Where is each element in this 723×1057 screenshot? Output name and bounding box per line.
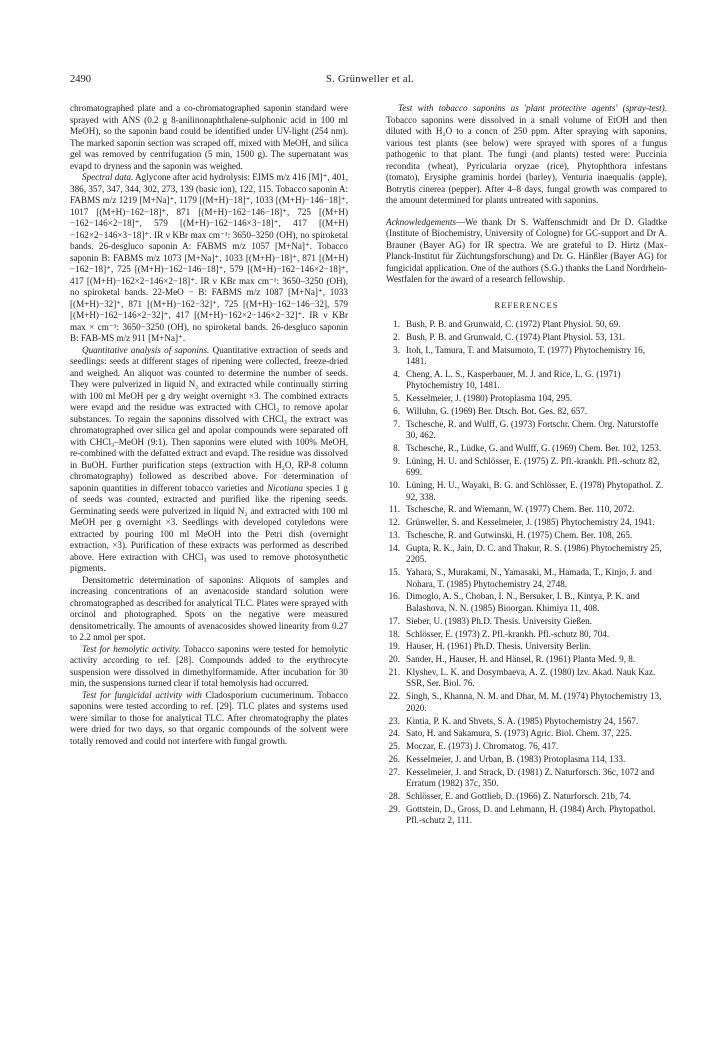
reference-text: Sander, H., Hauser, H. and Hänsel, R. (1961) Planta Med. 9, 8. (406, 654, 636, 665)
quantitative-analysis-text-cont: species 1 g of seeds was counted, extracted and purified like the ripening seeds. Germinating seeds were pulverized in liquid N₂ and extracted with 100 ml MeOH per g overnight ×3. Seedlings with developed cotyledons were extracted by pouring 100 ml MeOH into the Petri dish (overnight extraction, ×3). Purification of these extracts was performed as described above. Here extraction with CHCl₃ was used to remove photosynthetic pigments. (70, 482, 348, 573)
paragraph-spectral-data (70, 172, 348, 345)
reference-text: Kesselmeier, J. (1980) Protoplasma 104, 295. (406, 393, 573, 404)
reference-item (386, 345, 667, 368)
reference-text: Hauser, H. (1961) Ph.D. Thesis. University Berlin. (406, 641, 591, 652)
reference-item (386, 667, 667, 690)
reference-number: 21. (388, 666, 400, 677)
reference-item (386, 629, 667, 641)
reference-item (386, 616, 667, 628)
reference-list (386, 319, 667, 827)
reference-number: 22. (388, 691, 400, 702)
fungicidal-organism: Cladosporium cucumerinum. (201, 689, 314, 700)
reference-text: Willuhn, G. (1969) Ber. Dtsch. Bot. Ges. 82, 657. (406, 405, 588, 416)
reference-number: 27. (388, 766, 400, 777)
quantitative-analysis-title: Quantitative analysis of saponins. (82, 344, 210, 355)
reference-item (386, 369, 667, 392)
reference-text: Bush, P. B. and Grunwald, C. (1974) Plant Physiol. 53, 131. (406, 331, 626, 342)
spray-test-text: Tobacco saponins were dissolved in a small volume of EtOH and then diluted with H₂O to a concn of 250 ppm. After spraying with saponins, various test plants (see below) were sprayed with spores of a fungus pathogenic to that plant. The fungi (and plants) tested were: Puccinia recondita (wheat), Pyricularia oryzae (rice), Phytophthora infestans (tomato), Erysiphe graminis hordei (barley), Venturia inaequalis (apple), Botrytis cinerea (pepper). After 4–8 days, fungal growth was compared to the amount determined for plants untreated with saponins. (386, 114, 667, 205)
paragraph-hemolytic (70, 644, 348, 690)
page-header (70, 74, 670, 90)
reference-number: 24. (388, 728, 400, 739)
reference-number: 13. (388, 530, 400, 541)
reference-number: 29. (388, 803, 400, 814)
reference-item (386, 754, 667, 766)
fungicidal-title: Test for fungicidal activity with (82, 689, 202, 700)
reference-item (386, 419, 667, 442)
reference-item (386, 543, 667, 566)
reference-text: Cheng, A. L. S., Kasperbauer, M. J. and Rice, L. G. (1971) Phytochemistry 10, 1481. (406, 368, 621, 391)
reference-item (386, 641, 667, 653)
reference-text: Lüning, H. U. and Schlösser, E. (1975) Z. Pfl.-krankh. Pfl.-schutz 82, 699. (406, 455, 660, 478)
paragraph-densitometric: Densitometric determination of saponins: Aliquots of samples and increasing concentrations of an avenacoside standard solution were chromatographed as described for analytical TLC. Plates were sprayed with orcinol and photographed. Spots on the negative were measured densitometrically. The amounts of avenacosides showed linearity from 0.27 to 2.2 nmol per spot. (70, 574, 348, 642)
quantitative-analysis-text: Quantitative extraction of seeds and seedlings: seeds at different stages of ripening were collected, freeze-dried and weighed. An aliquot was counted to determine the number of seeds. They were pulverized in liquid N₂ and extracted while continually stirring with 100 ml MeOH per g dry weight overnight ×3. The combined extracts were evapd and the residue was extracted with CHCl₃ to remove apolar substances. To regain the saponins dissolved with CHCl₃ the extract was chromatographed over silica gel and apolar compounds were separated off with CHCl₃–MeOH (9:1). Then saponins were eluted with 100% MeOH, re-combined with the defatted extract and evapd. The residue was dissolved in BuOH. Further purification steps (extraction with H₂O, RP-8 column chromatography) followed as described above. For determination of saponin quantities in different tobacco varieties and (70, 344, 348, 493)
reference-text: Sieber, U. (1983) Ph.D. Thesis. University Gießen. (406, 615, 592, 626)
spray-test-title: Test with tobacco saponins as 'plant protective agents' (spray-test). (398, 103, 667, 113)
reference-item (386, 443, 667, 455)
reference-number: 14. (388, 542, 400, 553)
reference-text: Gottstein, D., Gross, D. and Lehmann, H. (1984) Arch. Phytopathol. Pfl.-schutz 2, 111. (406, 803, 656, 826)
hemolytic-text: Tobacco saponins were tested for hemolytic activity according to ref. [28]. Compounds added to the erythrocyte suspension were dissolved in dimethylformamide. After incubation for 30 min, the suspensions turned clear if total hemolysis had occurred. (70, 643, 348, 688)
reference-number: 23. (388, 715, 400, 726)
reference-number: 2. (393, 331, 400, 342)
paragraph-tlc-continued: chromatographed plate and a co-chromatographed saponin standard were sprayed with ANS (0.2 g 8-anilinonaphthalene-sulphonic acid in 100 ml MeOH), so the saponin band could be identified under UV-light (254 nm). The marked saponin section was scraped off, mixed with MeOH, and silica gel was removed by centrifugation (5 min, 1500 g). The supernatant was evapd to dryness and the saponin was weighed. (70, 103, 348, 171)
reference-item (386, 406, 667, 418)
reference-number: 20. (388, 654, 400, 665)
fungicidal-text: Tobacco saponins were tested according to ref. [29]. TLC plates and systems used were similar to those for analytical TLC. After chromatography the plates were dried for two days, so that organic compounds of the solvent were totally removed and could not interfere with fungal growth. (70, 689, 348, 746)
reference-text: Dimoglo, A. S., Choban, I. N., Bersuker, I. B., Kintya, P. K. and Balashova, N. N. (1985) Bioorgan. Khimiya 11, 408. (406, 591, 640, 613)
reference-item (386, 691, 667, 714)
reference-number: 9. (393, 455, 400, 466)
reference-number: 5. (393, 393, 400, 404)
spectral-data-text: Aglycone after acid hydrolysis: EIMS m/z 416 [M]⁺, 401, 386, 357, 347, 344, 302, 273, 139 (basic ion), 122, 115. Tobacco saponin A: FABMS m/z 1219 [M+Na]⁺, 1179 [(M+H)−18]⁺, 1033 [(M+H)−146−18]⁺, 1017 [(M+H)−162−18]⁺, 871 [(M+H)−162−146−18]⁺, 725 [(M+H)−162−146×2−18]⁺, 579 [(M+H)−162−146×3−18]⁺, 417 [(M+H)−162×2−146×3−18]⁺. IR ν KBr max cm⁻¹: 3650–3250 (OH), no spiroketal bands. 26-desgluco saponin A: FABMS m/z 1057 [M+Na]⁺. Tobacco saponin B: FABMS m/z 1073 [M+Na]⁺, 1033 [(M+H)−18]⁺, 871 [(M+H)−162−18]⁺, 725 [(M+H)−162−146−18]⁺, 579 [(M+H)−162−146×2−18]⁺, 417 [(M+H)−162×2−146×2−18]⁺. IR ν KBr max cm⁻¹: 3650–3250 (OH), no spiroketal bands. 22-MeO − B: FABMS m/z 1087 [M+Na]⁺, 1033 [(M+H)−32]⁺, 871 [(M+H)−162−32]⁺, 725 [(M+H)−162−146−32], 579 [(M+H)−162−146×2−32]⁺, 417 [(M+H)−162×2−146×2−32]⁺. IR ν KBr max × cm⁻¹: 3650−3250 (OH), no spiroketal bands. 26-desgluco saponin B: FAB-MS m/z 911 [M+Na]⁺. (70, 172, 348, 343)
reference-item (386, 517, 667, 529)
reference-item (386, 741, 667, 753)
reference-number: 6. (393, 405, 400, 416)
reference-text: Tschesche, R. and Wiemann, W. (1977) Chem. Ber. 110, 2072. (406, 504, 635, 515)
reference-number: 7. (393, 418, 400, 429)
reference-number: 19. (388, 641, 400, 652)
reference-text: Klyshev, L. K. and Dosymbaeva, A. Z. (1980) Izv. Akad. Nauk Kaz. SSR, Ser. Biol. 76. (406, 666, 656, 689)
reference-item (386, 728, 667, 740)
reference-item (386, 767, 667, 790)
paragraph-fungicidal (70, 690, 348, 748)
reference-number: 10. (388, 480, 400, 491)
right-column (386, 103, 667, 828)
reference-number: 28. (388, 791, 400, 802)
reference-number: 1. (393, 319, 400, 329)
left-column (70, 103, 348, 747)
reference-text: Kesselmeier, J. and Strack, D. (1981) Z. Naturforsch. 36c, 1072 and Erratum (1982) 37c, 350. (406, 766, 655, 789)
reference-text: Schlösser, E. (1973) Z. Pfl.-krankh. Pfl.-schutz 80, 704. (406, 628, 610, 639)
reference-item (386, 393, 667, 405)
reference-text: Schlösser, E. and Gottlieb, D. (1966) Z. Naturforsch. 21b, 74. (406, 791, 631, 802)
reference-item (386, 530, 667, 542)
reference-text: Tschesche, R., Lüdke, G. and Wulff, G. (1969) Chem. Ber. 102, 1253. (406, 443, 662, 454)
spectral-data-title: Spectral data. (82, 172, 134, 182)
reference-text: Grünweller, S. and Kesselmeier, J. (1985) Phytochemistry 24, 1941. (406, 517, 655, 528)
reference-item (386, 591, 667, 614)
acknowledgements-title: Acknowledgements (386, 216, 456, 227)
reference-item (386, 504, 667, 516)
reference-number: 16. (388, 591, 400, 602)
reference-number: 17. (388, 615, 400, 626)
reference-item (386, 567, 667, 590)
page-number: 2490 (70, 74, 91, 85)
reference-number: 4. (393, 368, 400, 379)
reference-item (386, 456, 667, 479)
reference-text: Singh, S., Khanna, N. M. and Dhar, M. M. (1974) Phytochemistry 13, 2020. (406, 691, 662, 713)
reference-number: 12. (388, 517, 400, 528)
reference-text: Kesselmeier, J. and Urban, B. (1983) Protoplasma 114, 133. (406, 753, 626, 764)
reference-number: 26. (388, 753, 400, 764)
reference-item (386, 319, 667, 331)
hemolytic-title: Test for hemolytic activity. (82, 643, 181, 654)
reference-item (386, 791, 667, 803)
reference-text: Sato, H. and Sakamura, S. (1973) Agric. Biol. Chem. 37, 225. (406, 728, 632, 739)
reference-item (386, 332, 667, 344)
reference-text: Gupta, R. K., Jain, D. C. and Thakur, R. S. (1986) Phytochemistry 25, 2205. (406, 542, 662, 565)
reference-item (386, 480, 667, 503)
reference-text: Itoh, I., Tamura, T. and Matsumoto, T. (1977) Phytochemistry 16, 1481. (406, 344, 646, 367)
reference-text: Tschesche, R. and Gutwinski, H. (1975) Chem. Ber. 108, 265. (406, 530, 633, 541)
reference-text: Moczar, E. (1973) J. Chromatog. 76, 417. (406, 741, 559, 752)
reference-text: Bush, P. B. and Grunwald, C. (1972) Plant Physiol. 50, 69. (406, 319, 621, 329)
nicotiana-term: Nicotiana (266, 482, 303, 493)
reference-text: Kintia, P. K. and Shvets, S. A. (1985) Phytochemistry 24, 1567. (406, 715, 639, 726)
reference-text: Lüning, H. U., Wayaki, B. G. and Schlösser, E. (1978) Phytopathol. Z. 92, 338. (406, 480, 664, 502)
reference-number: 18. (388, 628, 400, 639)
reference-number: 15. (388, 567, 400, 578)
reference-item (386, 804, 667, 827)
reference-item (386, 654, 667, 666)
reference-text: Yahara, S., Murakami, N., Yamasaki, M., Hamada, T., Kinjo, J. and Nohara, T. (1985) Phytochemistry 24, 2748. (406, 567, 652, 589)
acknowledgements-text: —We thank Dr S. Waffenschmidt and Dr D. Gladtke (Institute of Biochemistry, University of Cologne) for GC-support and Dr A. Brauner (Bayer AG) for IR spectra. We are grateful to D. Hirtz (Max-Planck-Institut für Züchtungsforschung) and Dr. G. Hänßler (Bayer AG) for fungicidal application. One of the authors (S.G.) thanks the Land Nordrhein-Westfalen for the award of a research fellowship. (386, 216, 667, 284)
reference-number: 8. (393, 443, 400, 454)
reference-text: Tschesche, R. and Wulff, G. (1973) Fortschr. Chem. Org. Naturstoffe 30, 462. (406, 418, 659, 441)
running-head: S. Grünweller et al. (326, 74, 414, 85)
reference-number: 3. (393, 344, 400, 355)
reference-item (386, 716, 667, 728)
reference-number: 25. (388, 741, 400, 752)
paragraph-spray-test (386, 103, 667, 207)
paragraph-quantitative-analysis (70, 345, 348, 575)
reference-number: 11. (388, 504, 400, 515)
references-heading: REFERENCES (494, 299, 559, 310)
acknowledgements (386, 217, 667, 286)
